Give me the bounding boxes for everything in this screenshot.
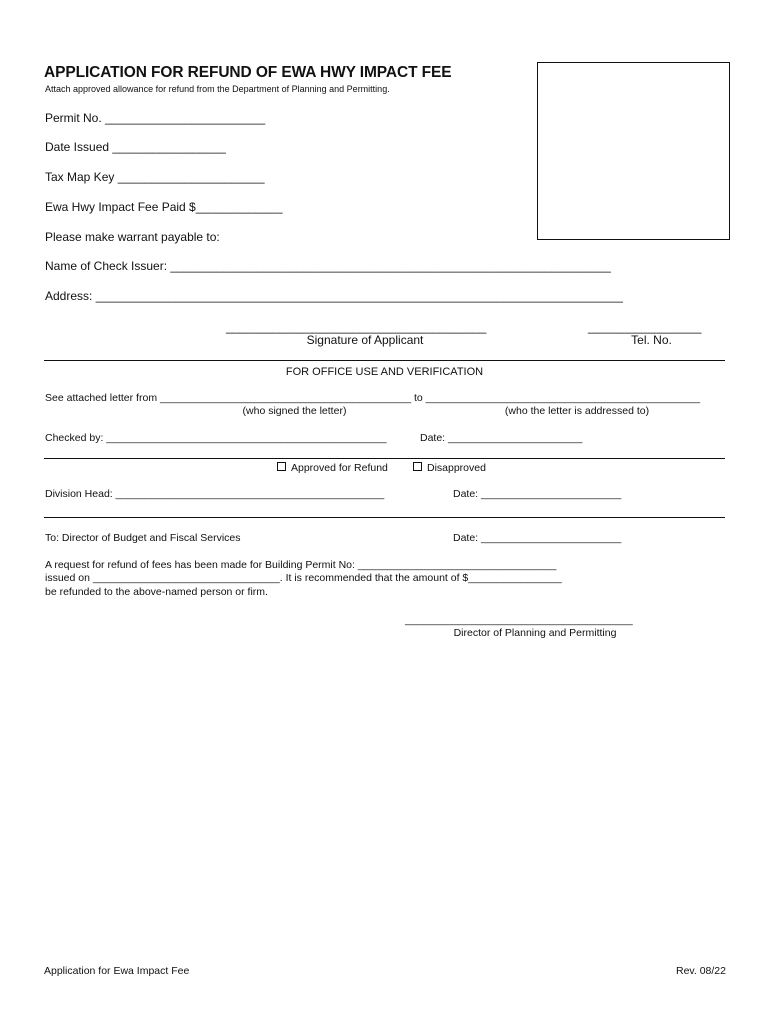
checked-by-field[interactable]: Checked by: ________________________________________________ (45, 432, 387, 444)
warrant-label: Please make warrant payable to: (45, 230, 220, 244)
signature-label: Signature of Applicant (306, 333, 424, 347)
section-divider (44, 517, 725, 518)
approved-checkbox[interactable] (277, 462, 286, 471)
footer-revision: Rev. 08/22 (675, 965, 726, 977)
check-issuer-field[interactable]: Name of Check Issuer: __________________________________________________________________ (45, 259, 611, 273)
budget-to-label: To: Director of Budget and Fiscal Services (45, 532, 241, 544)
address-field[interactable]: Address: _______________________________________________________________________________ (45, 289, 623, 303)
approved-label: Approved for Refund (291, 462, 388, 474)
permit-no-field[interactable]: Permit No. ________________________ (45, 111, 266, 125)
approved-option[interactable] (277, 462, 388, 474)
section-divider (44, 458, 725, 459)
checked-date-field[interactable]: Date: _______________________ (420, 432, 583, 444)
signature-line[interactable]: _______________________________________ (226, 320, 487, 334)
tel-line[interactable]: _________________ (588, 320, 702, 334)
director-label: Director of Planning and Permitting (453, 627, 617, 639)
request-line-3: be refunded to the above-named person or firm. (45, 586, 268, 598)
stamp-box (537, 62, 730, 240)
tel-label: Tel. No. (631, 333, 672, 347)
director-signature-line[interactable]: _______________________________________ (405, 614, 633, 626)
budget-date-field[interactable]: Date: ________________________ (453, 532, 622, 544)
form-subtitle: Attach approved allowance for refund from the Department of Planning and Permitting. (45, 84, 390, 94)
letter-from-field[interactable]: See attached letter from ___________________________________________ to _______________________________________________ (45, 392, 701, 404)
section-divider (44, 360, 725, 361)
fee-paid-field[interactable]: Ewa Hwy Impact Fee Paid $_____________ (45, 200, 283, 214)
division-head-field[interactable]: Division Head: ______________________________________________ (45, 488, 385, 500)
footer-form-name: Application for Ewa Impact Fee (44, 965, 190, 977)
disapproved-checkbox[interactable] (413, 462, 422, 471)
disapproved-option[interactable] (413, 462, 486, 474)
request-line-2[interactable]: issued on ________________________________. It is recommended that the amount of $________________ (45, 572, 562, 584)
request-line-1[interactable]: A request for refund of fees has been made for Building Permit No: __________________________________ (45, 559, 557, 571)
office-use-heading: FOR OFFICE USE AND VERIFICATION (285, 366, 484, 378)
who-signed-label: (who signed the letter) (242, 405, 347, 417)
who-addressed-label: (who the letter is addressed to) (504, 405, 650, 417)
date-issued-field[interactable]: Date Issued _________________ (45, 140, 226, 154)
disapproved-label: Disapproved (427, 462, 486, 474)
form-title: APPLICATION FOR REFUND OF EWA HWY IMPACT FEE (44, 64, 452, 81)
tax-map-key-field[interactable]: Tax Map Key ______________________ (45, 170, 265, 184)
division-date-field[interactable]: Date: ________________________ (453, 488, 622, 500)
